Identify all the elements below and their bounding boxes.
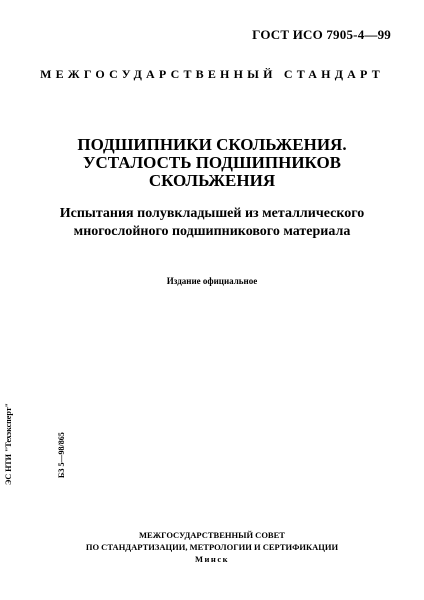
document-subtitle — [0, 205, 424, 241]
subtitle-line: Испытания полувкладышей из металлического — [59, 206, 365, 221]
publisher-line: ПО СТАНДАРТИЗАЦИИ, МЕТРОЛОГИИ И СЕРТИФИКАЦИИ — [85, 542, 339, 552]
subtitle-line: многослойного подшипникового материала — [73, 224, 351, 239]
standard-type-heading: МЕЖГОСУДАРСТВЕННЫЙ СТАНДАРТ — [40, 67, 384, 81]
publisher-block — [0, 529, 424, 565]
title-line: ПОДШИПНИКИ СКОЛЬЖЕНИЯ. — [77, 135, 347, 154]
gost-number: ГОСТ ИСО 7905-4—99 — [252, 27, 391, 42]
edition-note: Издание официальное — [166, 276, 258, 286]
title-line: СКОЛЬЖЕНИЯ — [148, 171, 276, 190]
publisher-city: Минск — [195, 554, 229, 564]
document-title — [0, 136, 424, 190]
side-source-label: ЭС НТИ "Техэксперт" — [4, 402, 13, 485]
title-line: УСТАЛОСТЬ ПОДШИПНИКОВ — [82, 153, 342, 172]
side-bz-code: БЗ 5—98/865 — [57, 432, 66, 478]
publisher-line: МЕЖГОСУДАРСТВЕННЫЙ СОВЕТ — [139, 530, 285, 540]
